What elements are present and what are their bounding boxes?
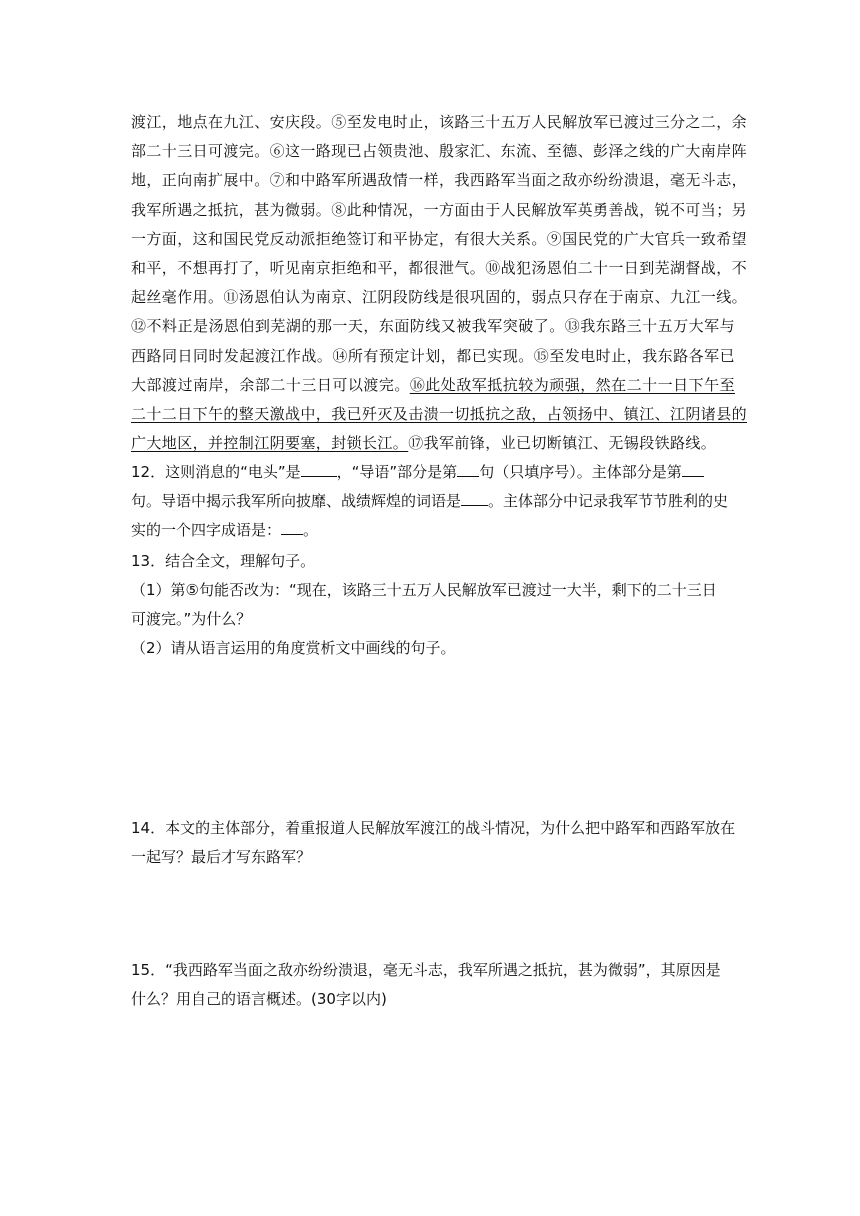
question-text: 实的一个四字成语是： <box>131 521 282 540</box>
question-13 <box>131 547 735 663</box>
passage-line: 和平，不想再打了，听见南京拒绝和平，都很泄气。⑩战犯汤恩伯二十一日到芜湖督战，不 <box>131 259 748 278</box>
passage-line <box>131 400 748 429</box>
question-text: ，“导语”部分是第 <box>336 463 458 482</box>
question-text: 14．本文的主体部分，着重报道人民解放军渡江的战斗情况，为什么把中路军和西路军放在 <box>131 819 736 837</box>
sub-question-2: （2）请从语言运用的角度赏析文中画线的句子。 <box>131 639 456 658</box>
question-text: 句（只填序号）。主体部分是第 <box>479 463 682 482</box>
question-15 <box>131 956 721 1014</box>
underlined-sentence: 广大地区，并控制江阴要塞，封锁长江。 <box>131 434 409 453</box>
question-text: 12．这则消息的“电头”是 <box>131 463 301 482</box>
passage-line: 部二十三日可渡完。⑥这一路现已占领贵池、殷家汇、东流、至德、彭泽之线的广大南岸阵 <box>131 142 748 161</box>
answer-blank[interactable] <box>682 462 704 477</box>
question-14 <box>131 814 735 872</box>
question-title: 13．结合全文，理解句子。 <box>131 552 316 571</box>
question-text: 。 <box>303 521 319 540</box>
sub-question-1: （1）第⑤句能否改为：“现在，该路三十五万人民解放军已渡过一大半，剩下的二十三日 <box>131 581 717 600</box>
passage-line: 西路同日同时发起渡江作战。⑭所有预定计划，都已实现。⑮至发电时止，我东路各军已 <box>131 346 735 365</box>
passage-line: ⑫不料正是汤恩伯到芜湖的那一天，东面防线又被我军突破了。⑬我东路三十五万大军与 <box>131 317 735 336</box>
reading-passage <box>131 108 748 458</box>
answer-blank[interactable] <box>281 520 303 535</box>
question-12 <box>131 458 735 545</box>
passage-line <box>131 429 735 458</box>
answer-blank[interactable] <box>457 462 479 477</box>
underlined-sentence: ⑯此处敌军抵抗较为顽强，然在二十一日下午至 <box>409 375 735 394</box>
passage-line: 渡江，地点在九江、安庆段。⑤至发电时止，该路三十五万人民解放军已渡过三分之二，余 <box>131 113 748 131</box>
passage-line: 起丝毫作用。⑪汤恩伯认为南京、江阴段防线是很巩固的，弱点只存在于南京、九江一线。 <box>131 288 748 307</box>
question-text: 什么？用自己的语言概述。(30字以内) <box>131 990 387 1008</box>
passage-text: ⑰我军前锋，业已切断镇江、无锡段铁路线。 <box>408 434 717 453</box>
question-text: 。主体部分中记录我军节节胜利的史 <box>488 492 729 511</box>
passage-line: 我军所遇之抵抗，甚为微弱。⑧此种情况，一方面由于人民解放军英勇善战，锐不可当；另 <box>131 200 748 219</box>
question-text: 一起写？最后才写东路军？ <box>131 848 312 866</box>
passage-line: 地，正向南扩展中。⑦和中路军所遇敌情一样，我西路军当面之敌亦纷纷溃退，毫无斗志， <box>131 171 748 190</box>
passage-text: 大部渡过南岸，余部二十三日可以渡完。 <box>131 375 410 394</box>
question-text: 句。导语中揭示我军所向披靡、战绩辉煌的词语是 <box>131 492 462 511</box>
sub-question-1-cont: 可渡完。”为什么？ <box>131 610 252 629</box>
answer-blank[interactable] <box>461 491 488 506</box>
underlined-sentence: 二十二日下午的整天激战中，我已歼灭及击溃一切抵抗之敌，占领扬中、镇江、江阴诸县的 <box>131 405 748 424</box>
answer-blank[interactable] <box>301 462 337 477</box>
question-text: 15．“我西路军当面之敌亦纷纷溃退，毫无斗志，我军所遇之抵抗，甚为微弱”，其原因是 <box>131 961 721 979</box>
passage-line: 一方面，这和国民党反动派拒绝签订和平协定，有很大关系。⑨国民党的广大官兵一致希望 <box>131 229 748 248</box>
passage-line <box>131 371 735 400</box>
